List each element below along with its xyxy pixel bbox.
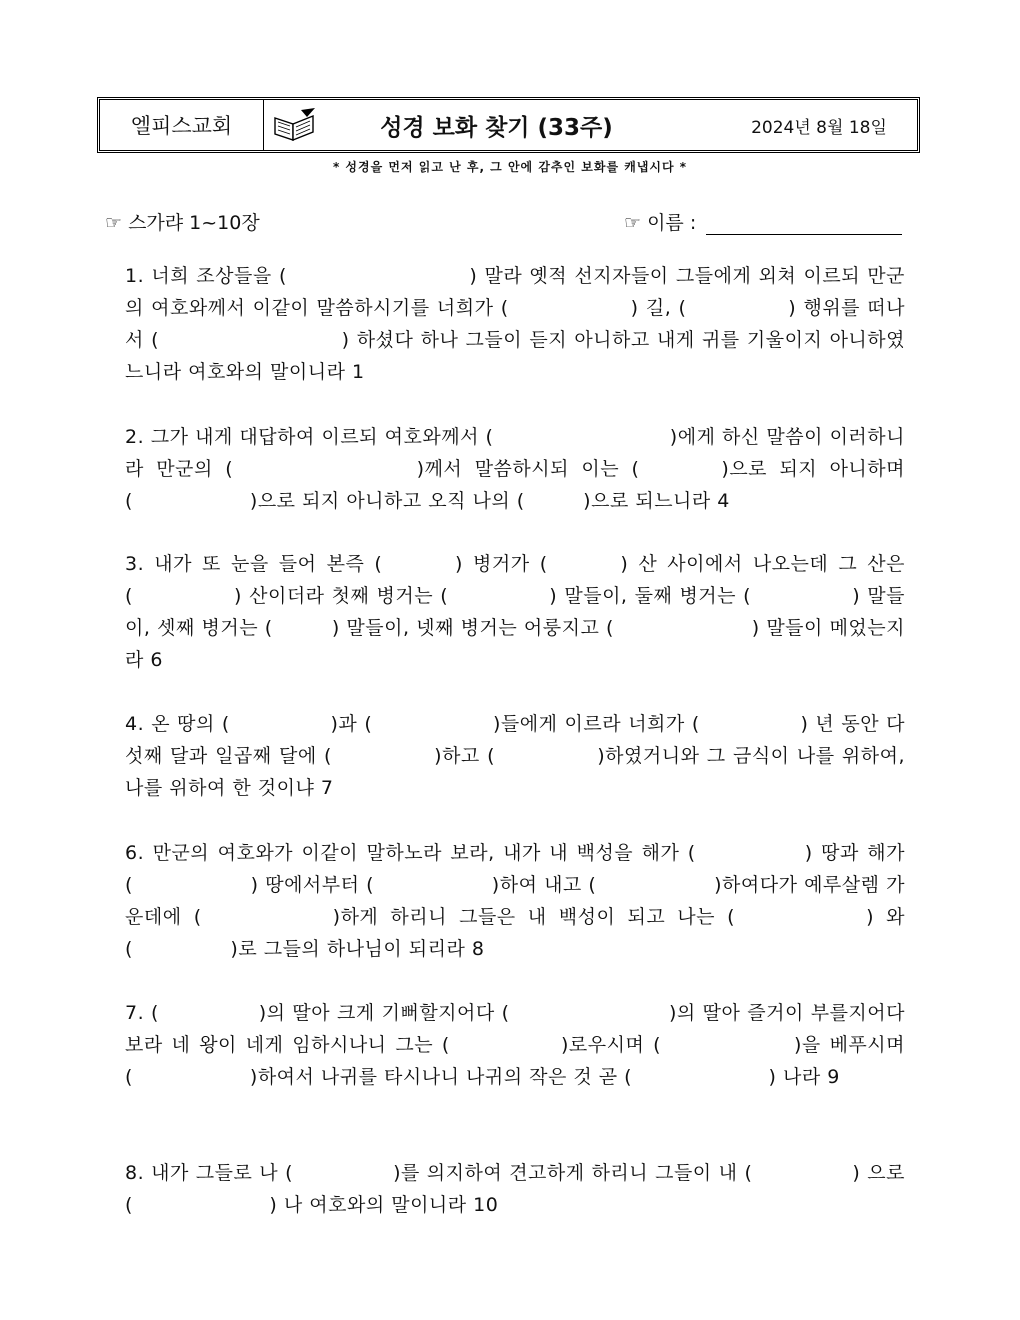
question-4: 4. 온 땅의 ( )과 ( )들에게 이르라 너희가 ( ) 년 동안 다섯째 달과 일곱째 달에 ( )하고 ( )하였거니와 그 금식이 나를 위하여, 나를 위하여 한 것이냐 7 [125, 713, 905, 799]
church-name: 엘피스교회 [100, 100, 264, 150]
open-book-icon [264, 100, 324, 150]
instruction-notice: * 성경을 먼저 읽고 난 후, 그 안에 감추인 보화를 캐냅시다 * [332, 160, 688, 174]
name-field[interactable] [624, 208, 902, 235]
page-title: 성경 보화 찾기 (33주) [380, 114, 613, 141]
question-7: 7. ( )의 딸아 크게 기뻐할지어다 ( )의 딸아 즐거이 부를지어다 보라 네 왕이 네게 임하시나니 그는 ( )로우시며 ( )을 베푸시며 ( )하여서 나귀를 타시나니 나귀의 작은 것 곧 ( ) 나라 9 [125, 1002, 905, 1088]
name-label: ☞ 이름 : [624, 212, 697, 234]
question-3: 3. 내가 또 눈을 들어 본즉 ( ) 병거가 ( ) 산 사이에서 나오는데 그 산은 ( ) 산이더라 첫째 병거는 ( ) 말들이, 둘째 병거는 ( ) 말들이, 셋째 병거는 ( ) 말들이, 넷째 병거는 어룽지고 ( ) 말들이 메었는지라 6 [125, 553, 905, 671]
worksheet-header [97, 97, 920, 153]
worksheet-date: 2024년 8월 18일 [751, 117, 887, 138]
question-1: 1. 너희 조상들을 ( ) 말라 옛적 선지자들이 그들에게 외쳐 이르되 만군의 여호와께서 이같이 말씀하시기를 너희가 ( ) 길, ( ) 행위를 떠나서 ( ) 하셨다 하나 그들이 듣지 아니하고 내게 귀를 기울이지 아니하였느니라 여호와의 말이니라 1 [125, 265, 905, 383]
name-blank-line[interactable] [706, 210, 902, 235]
question-2: 2. 그가 내게 대답하여 이르되 여호와께서 ( )에게 하신 말씀이 이러하니라 만군의 ( )께서 말씀하시되 이는 ( )으로 되지 아니하며 ( )으로 되지 아니하고 오직 나의 ( )으로 되느니라 4 [125, 426, 905, 512]
reading-range: ☞ 스가랴 1~10장 [105, 212, 260, 234]
question-8: 8. 내가 그들로 나 ( )를 의지하여 견고하게 하리니 그들이 내 ( ) 으로 ( ) 나 여호와의 말이니라 10 [125, 1162, 905, 1216]
question-6: 6. 만군의 여호와가 이같이 말하노라 보라, 내가 내 백성을 해가 ( ) 땅과 해가 ( ) 땅에서부터 ( )하여 내고 ( )하여다가 예루살렘 가운데에 ( )하게 하리니 그들은 내 백성이 되고 나는 ( ) 와 ( )로 그들의 하나님이 되리라 8 [125, 842, 905, 960]
